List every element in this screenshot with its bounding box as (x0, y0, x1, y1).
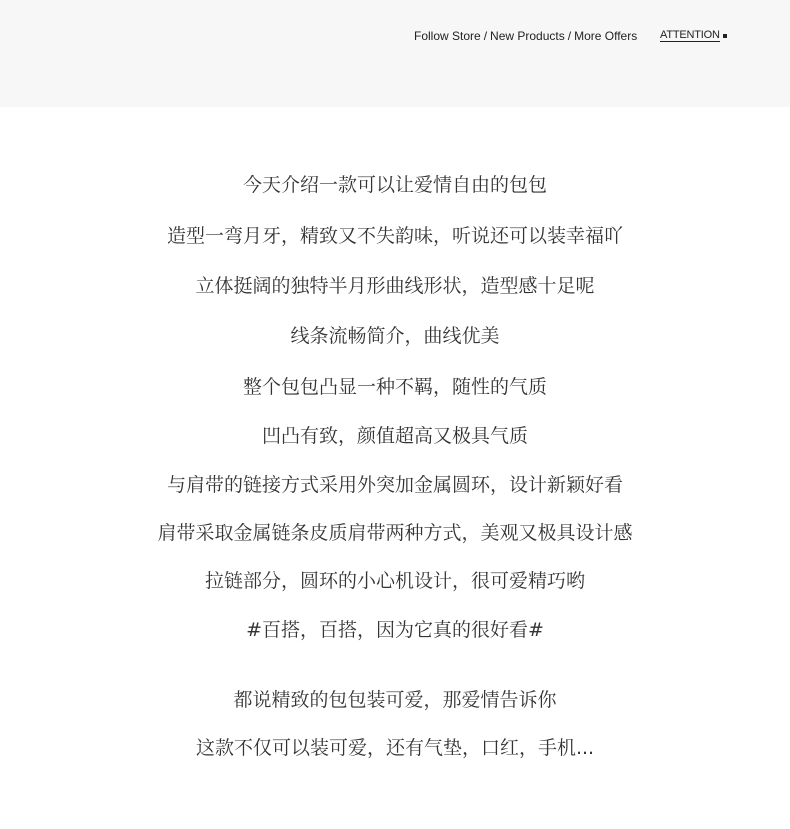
square-bullet-icon (723, 34, 727, 38)
description-line: 这款不仅可以装可爱，还有气垫，口红，手机... (195, 737, 595, 759)
description-line: 造型一弯月牙，精致又不失韵味，听说还可以装幸福吖 (166, 225, 623, 247)
description-line: 都说精致的包包装可爱，那爱情告诉你 (233, 689, 557, 711)
store-nav (414, 29, 637, 43)
description-line: 与肩带的链接方式采用外突加金属圆环，设计新颖好看 (166, 474, 623, 496)
description-line: 凹凸有致，颜值超高又极具气质 (261, 425, 528, 447)
description-line: #百搭，百搭，因为它真的很好看# (246, 619, 544, 641)
description-line: 线条流畅简介，曲线优美 (290, 325, 500, 347)
description-line: 肩带采取金属链条皮质肩带两种方式，美观又极具设计感 (157, 522, 633, 544)
description-line: 整个包包凸显一种不羁，随性的气质 (242, 376, 547, 398)
description-line: 今天介绍一款可以让爱情自由的包包 (242, 174, 547, 196)
new-products-link[interactable]: New Products (490, 29, 565, 43)
attention-button[interactable] (660, 29, 727, 42)
more-offers-link[interactable]: More Offers (574, 29, 638, 43)
store-header-bar (0, 0, 790, 107)
follow-store-link[interactable]: Follow Store (414, 29, 481, 43)
description-line: 立体挺阔的独特半月形曲线形状，造型感十足呢 (195, 275, 595, 297)
attention-label: ATTENTION (660, 29, 720, 41)
description-line: 拉链部分，圆环的小心机设计，很可爱精巧哟 (204, 570, 585, 592)
nav-separator: / (567, 29, 572, 43)
nav-separator: / (483, 29, 488, 43)
